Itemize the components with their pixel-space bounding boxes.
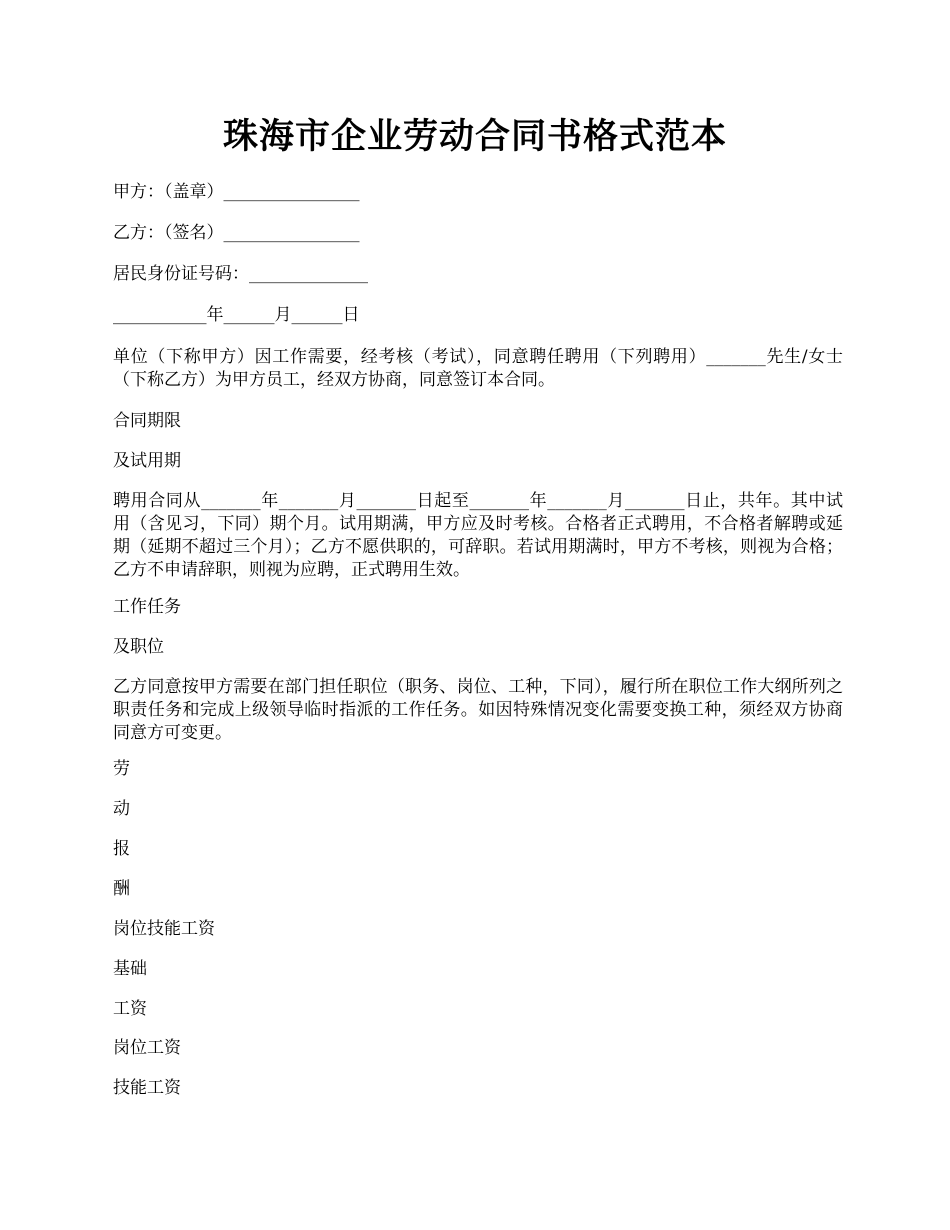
section-heading-position: 及职位 xyxy=(113,637,164,657)
date-line: ___________年______月______日 xyxy=(113,305,360,325)
section-heading-char: 劳 xyxy=(113,759,130,779)
wage-item: 岗位工资 xyxy=(113,1038,181,1058)
wage-item: 工资 xyxy=(113,999,147,1019)
section-heading-char: 酬 xyxy=(113,879,130,899)
wage-item: 技能工资 xyxy=(113,1078,181,1098)
section-heading-probation: 及试用期 xyxy=(113,451,181,471)
wage-item: 基础 xyxy=(113,959,147,979)
section-heading-char: 报 xyxy=(113,839,130,859)
section-heading-term: 合同期限 xyxy=(113,411,181,431)
intro-paragraph: 单位（下称甲方）因工作需要，经考核（考试），同意聘任聘用（下列聘用）_______先生/女士（下称乙方）为甲方员工，经双方协商，同意签订本合同。 xyxy=(113,347,843,390)
section-heading-char: 动 xyxy=(113,799,130,819)
party-b-line: 乙方：（签名）________________ xyxy=(113,223,360,243)
party-a-line: 甲方：（盖章）________________ xyxy=(113,182,360,202)
id-number-line: 居民身份证号码：______________ xyxy=(113,264,368,284)
page-title: 珠海市企业劳动合同书格式范本 xyxy=(222,116,727,157)
term-paragraph: 聘用合同从_______年_______月_______日起至_______年_______月_______日止，共年。其中试用（含见习，下同）期个月。试用期满，甲方应及时考核。合格者正式聘用，不合格者解聘或延期（延期不超过三个月）；乙方不愿供职的，可辞职。若试用期满时，甲方不考核，则视为合格；乙方不申请辞职，则视为应聘，正式聘用生效。 xyxy=(113,491,843,580)
task-paragraph: 乙方同意按甲方需要在部门担任职位（职务、岗位、工种，下同），履行所在职位工作大纲所列之职责任务和完成上级领导临时指派的工作任务。如因特殊情况变化需要变换工种，须经双方协商同意方可变更。 xyxy=(113,677,843,743)
section-heading-task: 工作任务 xyxy=(113,597,181,617)
wage-item: 岗位技能工资 xyxy=(113,919,215,939)
